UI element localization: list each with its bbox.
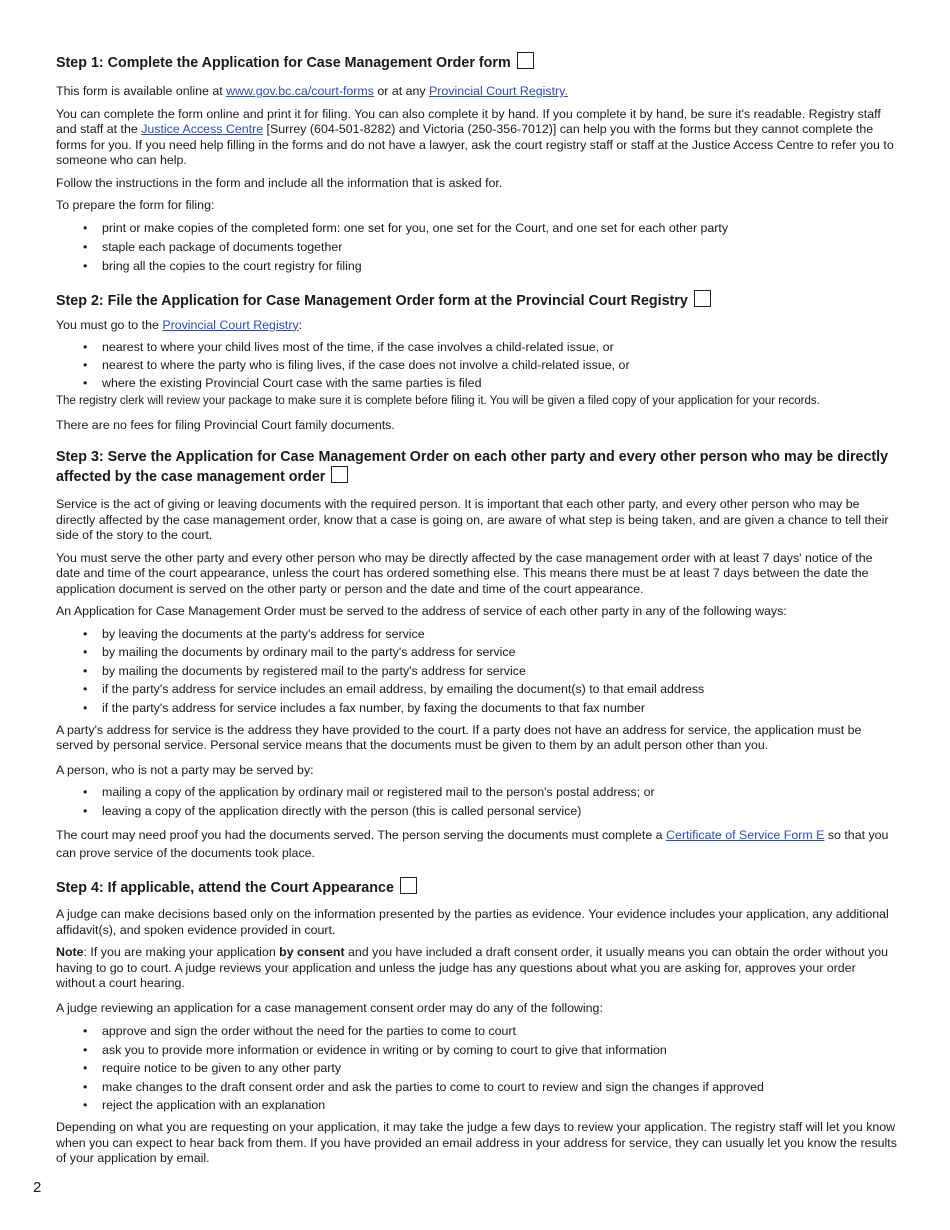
court-forms-link[interactable]: www.gov.bc.ca/court-forms <box>226 84 374 98</box>
step1-list <box>56 221 898 274</box>
step3-paragraph-5: A person, who is not a party may be served by: <box>56 762 314 777</box>
list-item: • by leaving the documents at the party's address for service <box>56 627 898 642</box>
step2-list <box>56 340 898 391</box>
step4-paragraph-1: A judge can make decisions based only on the information presented by the parties as evidence. Your evidence includes your application, any additional affidavit(s), and spoken evidence provided in court. <box>56 907 889 937</box>
step3-paragraph-1: Service is the act of giving or leaving documents with the required person. It is important that each other party, and every other person who may be directly affected by the case management order, know that a case is going on, are aware of what step is being taken, and are given a chance to tell their side of the story to the court. <box>56 497 889 542</box>
step4-paragraph-3: A judge reviewing an application for a case management consent order may do any of the following: <box>56 1000 603 1015</box>
step4-checkbox[interactable] <box>400 877 417 894</box>
list-item: • if the party's address for service includes a fax number, by faxing the documents to that fax number <box>56 701 898 716</box>
provincial-court-registry-link[interactable]: Provincial Court Registry <box>162 317 299 332</box>
list-item: • nearest to where the party who is filing lives, if the case does not involve a child-related issue, or <box>56 358 898 373</box>
list-item: • nearest to where your child lives most of the time, if the case involves a child-related issue, or <box>56 340 898 355</box>
list-item: • mailing a copy of the application by ordinary mail or registered mail to the person's postal address; or <box>56 785 898 800</box>
page-number: 2 <box>33 1179 42 1196</box>
list-item: • ask you to provide more information or evidence in writing or by coming to court to give that information <box>56 1043 898 1058</box>
step4-list <box>56 1024 898 1113</box>
step1-availability: This form is available online at www.gov.bc.ca/court-forms or at any Provincial Court Registry. <box>56 84 568 98</box>
step1-paragraph-3: Follow the instructions in the form and include all the information that is asked for. <box>56 175 503 190</box>
step1-heading: Step 1: Complete the Application for Case Management Order form <box>56 52 898 72</box>
list-item: • reject the application with an explanation <box>56 1098 898 1113</box>
step3-paragraph-3: An Application for Case Management Order must be served to the address of service of each other party in any of the following ways: <box>56 604 787 618</box>
step2-checkbox[interactable] <box>694 290 711 307</box>
justice-access-centre-link[interactable]: Justice Access Centre <box>141 122 264 136</box>
step3-heading: Step 3: Serve the Application for Case Management Order on each other party and every other person who may be directly affected by the case management order <box>56 449 889 485</box>
step2-paragraph-3: There are no fees for filing Provincial Court family documents. <box>56 417 395 432</box>
list-item: • leaving a copy of the application directly with the person (this is called personal service) <box>56 804 898 819</box>
step2-paragraph-2: The registry clerk will review your package to make sure it is complete before filing it. You will be given a filed copy of your application for your records. <box>56 395 820 407</box>
step2-paragraph-1: You must go to the Provincial Court Registry: <box>56 317 303 332</box>
list-item: • by mailing the documents by registered mail to the party's address for service <box>56 664 898 679</box>
list-item: • where the existing Provincial Court case with the same parties is filed <box>56 376 898 391</box>
list-item: • make changes to the draft consent order and ask the parties to come to court to review and sign the changes if approved <box>56 1080 898 1095</box>
list-item: • staple each package of documents together <box>56 240 898 255</box>
step3-checkbox[interactable] <box>331 466 348 483</box>
step1-paragraph-4: To prepare the form for filing: <box>56 198 215 212</box>
step4-note: Note: If you are making your application by consent and you have included a draft consent order, it usually means you can obtain the order without you having to go to court. A judge reviews your application and unless the judge has any questions about what you are asking for, approves your order without a court hearing. <box>56 945 889 990</box>
step1-paragraph-2: You can complete the form online and print it for filing. You can also complete it by hand. If you complete it by hand, be sure it's readable. Registry staff and staff at the Justice Access Centre [Surrey (604-501-8282) and Victoria (250-356-7012)] can help you with the forms but they cannot complete the forms for you. If you need help filling in the forms and do not have a lawyer, ask the court registry staff or staff at the Justice Access Centre to refer you to someone who can help. <box>56 106 894 167</box>
step3-list <box>56 627 898 716</box>
step4-heading: Step 4: If applicable, attend the Court Appearance <box>56 877 898 897</box>
list-item: • require notice to be given to any other party <box>56 1061 898 1076</box>
step2-heading: Step 2: File the Application for Case Management Order form at the Provincial Court Registry <box>56 290 898 310</box>
document-page <box>56 52 898 1167</box>
list-item: • by mailing the documents by ordinary mail to the party's address for service <box>56 645 898 660</box>
registry-link[interactable]: Provincial Court Registry. <box>429 84 568 98</box>
step3-list-2 <box>56 785 898 819</box>
list-item: • approve and sign the order without the need for the parties to come to court <box>56 1024 898 1039</box>
step1-checkbox[interactable] <box>517 52 534 69</box>
step3-paragraph-4: A party's address for service is the address they have provided to the court. If a party does not have an address for service, the application must be served by personal service. Personal service means that the documents must be given to them by an adult person other than you. <box>56 722 862 752</box>
list-item: • if the party's address for service includes an email address, by emailing the document(s) to that email address <box>56 682 898 697</box>
step3-paragraph-6: The court may need proof you had the documents served. The person serving the documents must complete a Certificate of Service Form E so that you can prove service of the documents took place. <box>56 828 889 860</box>
list-item: • print or make copies of the completed form: one set for you, one set for the Court, and one set for each other party <box>56 221 898 236</box>
list-item: • bring all the copies to the court registry for filing <box>56 259 898 274</box>
certificate-of-service-link[interactable]: Certificate of Service Form E <box>666 828 825 842</box>
step3-paragraph-2: You must serve the other party and every other person who may be directly affected by the case management order with at least 7 days' notice of the date and time of the court appearance, unless the court has ordered something else. This means there must be at least 7 days between the date the application document is served on the other party or person and the date and time of the court appearance. <box>56 550 873 596</box>
step4-paragraph-4: Depending on what you are requesting on your application, it may take the judge a few days to review your application. The registry staff will let you know when you can expect to hear back from them. If you have provided an email address in your address for service, they can usually let you know the results of your application by email. <box>56 1120 897 1165</box>
